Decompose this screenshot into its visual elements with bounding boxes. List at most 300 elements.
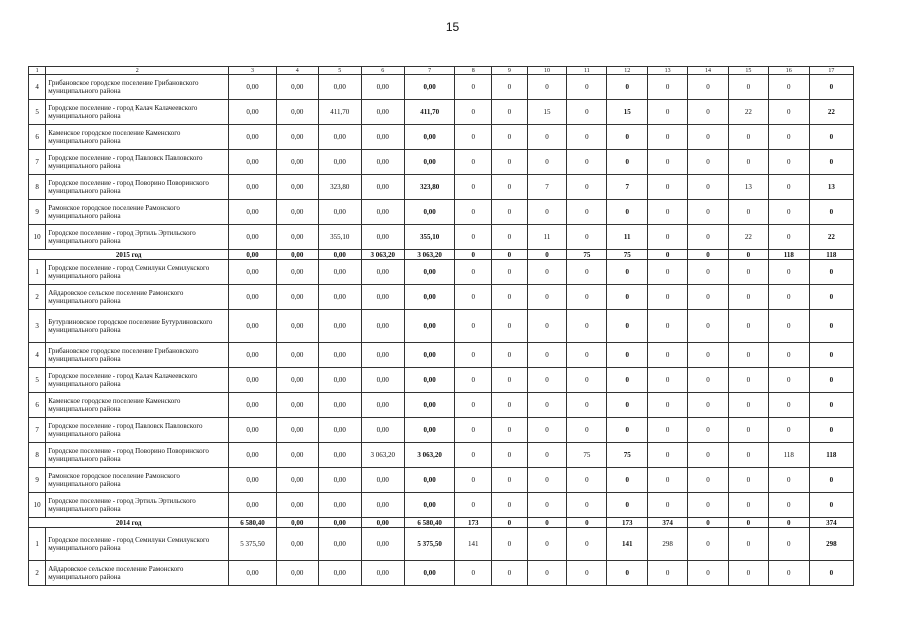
value-cell: 0 — [688, 225, 729, 250]
value-cell: 0 — [607, 418, 648, 443]
subtotal-cell: 0 — [567, 518, 607, 528]
value-cell: 22 — [809, 225, 853, 250]
value-cell: 0 — [688, 418, 729, 443]
value-cell: 0 — [809, 260, 853, 285]
value-cell: 0 — [809, 368, 853, 393]
value-cell: 0 — [768, 368, 809, 393]
subtotal-cell: 0 — [768, 518, 809, 528]
value-cell: 0 — [688, 443, 729, 468]
value-cell: 0 — [567, 100, 607, 125]
value-cell: 0 — [455, 468, 492, 493]
value-cell: 0 — [648, 493, 688, 518]
header-cell: 1 — [29, 67, 46, 75]
subtotal-cell: 0 — [527, 250, 567, 260]
value-cell: 0 — [455, 175, 492, 200]
value-cell: 0,00 — [229, 561, 276, 586]
value-cell: 0 — [768, 310, 809, 343]
value-cell: 0 — [567, 285, 607, 310]
row-number: 5 — [29, 368, 46, 393]
value-cell: 0 — [688, 260, 729, 285]
value-cell: 0 — [768, 393, 809, 418]
value-cell: 5 375,50 — [404, 528, 455, 561]
value-cell: 141 — [455, 528, 492, 561]
subtotal-cell: 0,00 — [276, 518, 318, 528]
value-cell: 0 — [607, 493, 648, 518]
value-cell: 0,00 — [276, 343, 318, 368]
value-cell: 0 — [648, 100, 688, 125]
value-cell: 0 — [527, 393, 567, 418]
value-cell: 75 — [567, 443, 607, 468]
header-cell: 4 — [276, 67, 318, 75]
value-cell: 0 — [768, 418, 809, 443]
value-cell: 0 — [492, 418, 528, 443]
value-cell: 75 — [607, 443, 648, 468]
subtotal-cell: 0 — [688, 250, 729, 260]
value-cell: 0,00 — [229, 100, 276, 125]
value-cell: 0,00 — [276, 393, 318, 418]
value-cell: 298 — [809, 528, 853, 561]
value-cell: 0 — [492, 260, 528, 285]
settlement-name: Городское поселение - город Поворино Поворинского муниципального района — [46, 443, 229, 468]
value-cell: 0,00 — [361, 175, 404, 200]
value-cell: 0,00 — [318, 493, 361, 518]
settlement-name: Рамонское городское поселение Рамонского муниципального района — [46, 468, 229, 493]
value-cell: 0,00 — [318, 418, 361, 443]
value-cell: 0 — [607, 125, 648, 150]
table-row — [29, 368, 854, 393]
value-cell: 0 — [567, 343, 607, 368]
settlement-name: Городское поселение - город Павловск Павловского муниципального района — [46, 418, 229, 443]
value-cell: 0,00 — [404, 200, 455, 225]
header-cell: 10 — [527, 67, 567, 75]
row-number: 5 — [29, 100, 46, 125]
value-cell: 298 — [648, 528, 688, 561]
value-cell: 0 — [728, 493, 768, 518]
header-cell: 5 — [318, 67, 361, 75]
value-cell: 0 — [648, 393, 688, 418]
value-cell: 0 — [809, 150, 853, 175]
value-cell: 0 — [527, 561, 567, 586]
year-label: 2014 год — [29, 518, 229, 528]
subtotal-cell: 0,00 — [318, 518, 361, 528]
settlement-name: Городское поселение - город Калач Калачеевского муниципального района — [46, 368, 229, 393]
value-cell: 0 — [567, 393, 607, 418]
value-cell: 0,00 — [318, 285, 361, 310]
value-cell: 0 — [492, 528, 528, 561]
row-number: 1 — [29, 260, 46, 285]
value-cell: 15 — [607, 100, 648, 125]
value-cell: 0,00 — [276, 200, 318, 225]
value-cell: 0 — [728, 393, 768, 418]
value-cell: 0 — [728, 443, 768, 468]
value-cell: 0 — [492, 343, 528, 368]
value-cell: 0 — [455, 125, 492, 150]
value-cell: 0,00 — [361, 343, 404, 368]
table-row — [29, 260, 854, 285]
value-cell: 0 — [768, 561, 809, 586]
year-label: 2015 год — [29, 250, 229, 260]
settlement-name: Рамонское городское поселение Рамонского муниципального района — [46, 200, 229, 225]
row-number: 6 — [29, 125, 46, 150]
value-cell: 0 — [492, 561, 528, 586]
value-cell: 11 — [527, 225, 567, 250]
value-cell: 0 — [455, 150, 492, 175]
value-cell: 0 — [455, 75, 492, 100]
value-cell: 0 — [648, 368, 688, 393]
value-cell: 0 — [768, 125, 809, 150]
row-number: 8 — [29, 443, 46, 468]
value-cell: 0,00 — [404, 468, 455, 493]
value-cell: 0 — [648, 343, 688, 368]
value-cell: 0 — [648, 418, 688, 443]
value-cell: 0 — [809, 393, 853, 418]
value-cell: 0 — [728, 200, 768, 225]
value-cell: 0 — [527, 528, 567, 561]
value-cell: 0 — [492, 393, 528, 418]
table-row — [29, 175, 854, 200]
value-cell: 0,00 — [229, 75, 276, 100]
header-cell: 17 — [809, 67, 853, 75]
value-cell: 0 — [455, 200, 492, 225]
row-number: 2 — [29, 561, 46, 586]
value-cell: 0 — [607, 561, 648, 586]
value-cell: 0 — [607, 75, 648, 100]
table-row — [29, 225, 854, 250]
value-cell: 411,70 — [404, 100, 455, 125]
value-cell: 0,00 — [276, 418, 318, 443]
subtotal-cell: 75 — [607, 250, 648, 260]
value-cell: 0,00 — [318, 200, 361, 225]
row-number: 7 — [29, 150, 46, 175]
subtotal-cell: 3 063,20 — [404, 250, 455, 260]
value-cell: 0 — [492, 310, 528, 343]
value-cell: 0 — [648, 200, 688, 225]
value-cell: 0 — [809, 310, 853, 343]
subtotal-cell: 0 — [492, 250, 528, 260]
value-cell: 0 — [688, 285, 729, 310]
value-cell: 0 — [567, 561, 607, 586]
row-number: 9 — [29, 468, 46, 493]
value-cell: 0,00 — [318, 368, 361, 393]
value-cell: 0 — [688, 100, 729, 125]
value-cell: 0,00 — [229, 260, 276, 285]
value-cell: 0,00 — [276, 75, 318, 100]
subtotal-cell: 0 — [455, 250, 492, 260]
subtotal-cell: 118 — [768, 250, 809, 260]
value-cell: 0 — [728, 310, 768, 343]
table-row — [29, 561, 854, 586]
header-cell: 13 — [648, 67, 688, 75]
value-cell: 0,00 — [276, 125, 318, 150]
value-cell: 0,00 — [404, 343, 455, 368]
value-cell: 0 — [607, 200, 648, 225]
value-cell: 0 — [492, 150, 528, 175]
value-cell: 0 — [728, 260, 768, 285]
value-cell: 0,00 — [361, 100, 404, 125]
value-cell: 0,00 — [404, 561, 455, 586]
table-row — [29, 285, 854, 310]
value-cell: 0 — [688, 200, 729, 225]
table-row — [29, 150, 854, 175]
value-cell: 411,70 — [318, 100, 361, 125]
header-cell: 2 — [46, 67, 229, 75]
value-cell: 0,00 — [318, 343, 361, 368]
value-cell: 0,00 — [276, 100, 318, 125]
value-cell: 0 — [688, 493, 729, 518]
subtotal-cell: 0,00 — [276, 250, 318, 260]
table-row — [29, 75, 854, 100]
value-cell: 0,00 — [229, 125, 276, 150]
value-cell: 0 — [688, 528, 729, 561]
value-cell: 0 — [492, 468, 528, 493]
value-cell: 0 — [567, 468, 607, 493]
value-cell: 0 — [728, 343, 768, 368]
value-cell: 0 — [809, 75, 853, 100]
value-cell: 0 — [648, 561, 688, 586]
value-cell: 0 — [455, 260, 492, 285]
value-cell: 0,00 — [318, 260, 361, 285]
row-number: 7 — [29, 418, 46, 443]
value-cell: 0 — [728, 285, 768, 310]
value-cell: 0 — [768, 175, 809, 200]
value-cell: 0,00 — [404, 125, 455, 150]
row-number: 3 — [29, 310, 46, 343]
value-cell: 0 — [648, 225, 688, 250]
value-cell: 0 — [492, 368, 528, 393]
table-row — [29, 125, 854, 150]
value-cell: 0,00 — [276, 310, 318, 343]
value-cell: 0,00 — [229, 418, 276, 443]
row-number: 6 — [29, 393, 46, 418]
value-cell: 0 — [688, 125, 729, 150]
value-cell: 0 — [527, 343, 567, 368]
value-cell: 0 — [492, 175, 528, 200]
value-cell: 0 — [527, 443, 567, 468]
value-cell: 0,00 — [361, 368, 404, 393]
value-cell: 0,00 — [361, 150, 404, 175]
value-cell: 0 — [567, 528, 607, 561]
subtotal-cell: 173 — [455, 518, 492, 528]
value-cell: 0,00 — [229, 175, 276, 200]
value-cell: 0,00 — [276, 493, 318, 518]
subtotal-cell: 0,00 — [229, 250, 276, 260]
value-cell: 0 — [607, 260, 648, 285]
value-cell: 0,00 — [404, 285, 455, 310]
value-cell: 355,10 — [318, 225, 361, 250]
value-cell: 0 — [728, 75, 768, 100]
value-cell: 0 — [809, 200, 853, 225]
header-cell: 6 — [361, 67, 404, 75]
value-cell: 0 — [455, 285, 492, 310]
value-cell: 0,00 — [229, 150, 276, 175]
value-cell: 7 — [527, 175, 567, 200]
value-cell: 0 — [607, 468, 648, 493]
value-cell: 0,00 — [229, 200, 276, 225]
value-cell: 0,00 — [361, 260, 404, 285]
value-cell: 0 — [455, 393, 492, 418]
value-cell: 0 — [607, 285, 648, 310]
value-cell: 0,00 — [361, 561, 404, 586]
settlement-name: Грибановское городское поселение Грибановского муниципального района — [46, 75, 229, 100]
value-cell: 0 — [768, 528, 809, 561]
settlement-name: Айдаровское сельское поселение Рамонского муниципального района — [46, 561, 229, 586]
value-cell: 0,00 — [404, 493, 455, 518]
value-cell: 7 — [607, 175, 648, 200]
value-cell: 118 — [768, 443, 809, 468]
settlement-name: Каменское городское поселение Каменского муниципального района — [46, 125, 229, 150]
value-cell: 0,00 — [229, 493, 276, 518]
row-number: 9 — [29, 200, 46, 225]
value-cell: 323,80 — [318, 175, 361, 200]
value-cell: 0,00 — [229, 310, 276, 343]
subtotal-cell: 0 — [728, 518, 768, 528]
value-cell: 0 — [648, 175, 688, 200]
value-cell: 0 — [455, 493, 492, 518]
value-cell: 0 — [455, 310, 492, 343]
value-cell: 0,00 — [318, 310, 361, 343]
value-cell: 0,00 — [276, 285, 318, 310]
header-cell: 15 — [728, 67, 768, 75]
value-cell: 0 — [567, 493, 607, 518]
table-row — [29, 310, 854, 343]
value-cell: 0,00 — [229, 225, 276, 250]
value-cell: 0,00 — [229, 468, 276, 493]
value-cell: 0 — [688, 393, 729, 418]
value-cell: 5 375,50 — [229, 528, 276, 561]
value-cell: 0,00 — [404, 75, 455, 100]
value-cell: 0 — [688, 310, 729, 343]
value-cell: 0,00 — [318, 468, 361, 493]
value-cell: 141 — [607, 528, 648, 561]
value-cell: 0 — [688, 150, 729, 175]
value-cell: 0 — [527, 200, 567, 225]
header-row — [29, 67, 854, 75]
value-cell: 22 — [728, 100, 768, 125]
settlement-name: Городское поселение - город Семилуки Семилукского муниципального района — [46, 528, 229, 561]
value-cell: 0,00 — [361, 285, 404, 310]
row-number: 4 — [29, 75, 46, 100]
header-cell: 16 — [768, 67, 809, 75]
header-cell: 9 — [492, 67, 528, 75]
value-cell: 0 — [455, 100, 492, 125]
value-cell: 0,00 — [318, 150, 361, 175]
value-cell: 0,00 — [404, 310, 455, 343]
subtotal-cell: 0,00 — [361, 518, 404, 528]
value-cell: 0 — [492, 225, 528, 250]
table-row — [29, 393, 854, 418]
settlement-name: Городское поселение - город Калач Калачеевского муниципального района — [46, 100, 229, 125]
value-cell: 0 — [688, 468, 729, 493]
value-cell: 0 — [492, 125, 528, 150]
value-cell: 0 — [455, 343, 492, 368]
value-cell: 0,00 — [318, 443, 361, 468]
value-cell: 0 — [527, 493, 567, 518]
subtotal-cell: 75 — [567, 250, 607, 260]
value-cell: 0,00 — [229, 443, 276, 468]
value-cell: 0,00 — [361, 393, 404, 418]
value-cell: 0 — [728, 528, 768, 561]
value-cell: 0 — [567, 75, 607, 100]
value-cell: 0 — [648, 125, 688, 150]
value-cell: 0,00 — [318, 75, 361, 100]
subtotal-cell: 0 — [688, 518, 729, 528]
value-cell: 0,00 — [404, 368, 455, 393]
subtotal-cell: 173 — [607, 518, 648, 528]
value-cell: 0 — [607, 368, 648, 393]
subtotal-cell: 374 — [809, 518, 853, 528]
value-cell: 0,00 — [229, 343, 276, 368]
subtotal-cell: 118 — [809, 250, 853, 260]
value-cell: 0 — [527, 310, 567, 343]
value-cell: 3 063,20 — [361, 443, 404, 468]
subtotal-cell: 0 — [527, 518, 567, 528]
settlement-name: Бутурлиновское городское поселение Бутурлиновского муниципального района — [46, 310, 229, 343]
value-cell: 0,00 — [276, 150, 318, 175]
value-cell: 0 — [607, 150, 648, 175]
value-cell: 0,00 — [361, 418, 404, 443]
value-cell: 0 — [527, 285, 567, 310]
value-cell: 0,00 — [276, 468, 318, 493]
value-cell: 0 — [688, 75, 729, 100]
value-cell: 0,00 — [276, 175, 318, 200]
value-cell: 0 — [688, 561, 729, 586]
header-cell: 7 — [404, 67, 455, 75]
value-cell: 0 — [648, 468, 688, 493]
value-cell: 0,00 — [361, 468, 404, 493]
value-cell: 0 — [688, 175, 729, 200]
settlement-name: Городское поселение - город Поворино Поворинского муниципального района — [46, 175, 229, 200]
table-row — [29, 200, 854, 225]
value-cell: 3 063,20 — [404, 443, 455, 468]
value-cell: 13 — [728, 175, 768, 200]
header-cell: 12 — [607, 67, 648, 75]
value-cell: 0,00 — [361, 125, 404, 150]
value-cell: 0 — [728, 150, 768, 175]
header-cell: 8 — [455, 67, 492, 75]
value-cell: 0 — [527, 260, 567, 285]
value-cell: 0 — [567, 150, 607, 175]
settlement-name: Айдаровское сельское поселение Рамонского муниципального района — [46, 285, 229, 310]
row-number: 2 — [29, 285, 46, 310]
value-cell: 0 — [567, 200, 607, 225]
value-cell: 355,10 — [404, 225, 455, 250]
value-cell: 0 — [567, 125, 607, 150]
table-row — [29, 418, 854, 443]
value-cell: 0 — [688, 368, 729, 393]
value-cell: 0,00 — [229, 285, 276, 310]
value-cell: 0,00 — [404, 393, 455, 418]
value-cell: 0 — [492, 200, 528, 225]
value-cell: 0 — [768, 225, 809, 250]
value-cell: 0 — [809, 493, 853, 518]
subtotal-cell: 374 — [648, 518, 688, 528]
settlement-name: Грибановское городское поселение Грибановского муниципального района — [46, 343, 229, 368]
value-cell: 0 — [728, 368, 768, 393]
value-cell: 0 — [768, 150, 809, 175]
value-cell: 0 — [648, 285, 688, 310]
value-cell: 323,80 — [404, 175, 455, 200]
subtotal-cell: 0 — [492, 518, 528, 528]
value-cell: 0 — [768, 343, 809, 368]
settlement-name: Городское поселение - город Эртиль Эртильского муниципального района — [46, 493, 229, 518]
value-cell: 0 — [492, 100, 528, 125]
value-cell: 0,00 — [361, 528, 404, 561]
value-cell: 0,00 — [404, 260, 455, 285]
value-cell: 0 — [768, 100, 809, 125]
value-cell: 0 — [527, 150, 567, 175]
table-row — [29, 528, 854, 561]
value-cell: 0 — [688, 343, 729, 368]
